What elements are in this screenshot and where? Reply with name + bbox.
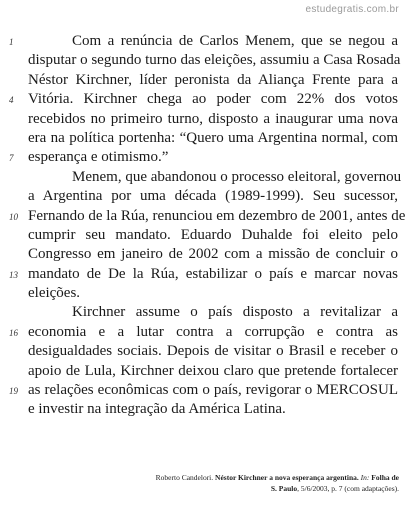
citation-title: Néstor Kirchner a nova esperança argentina. — [215, 473, 359, 482]
citation-author: Roberto Candelori. — [155, 473, 214, 482]
line-number: 1 — [9, 37, 14, 47]
line-text: mandato de De la Rúa, estabilizar o país e marcar novas — [28, 265, 398, 282]
text-line — [0, 381, 407, 400]
text-line — [0, 342, 407, 361]
text-line — [0, 32, 407, 51]
line-text: eleições. — [28, 285, 81, 302]
line-text: cumprir seu mandato. Eduardo Duhalde foi eleito pelo — [28, 226, 398, 243]
site-watermark: estudegratis.com.br — [305, 4, 399, 15]
passage-text — [0, 32, 407, 420]
line-text: apoio de Lula, Kirchner deixou claro que pretende fortalecer — [28, 362, 398, 379]
line-text: Néstor Kirchner, líder peronista da Aliança Frente para a — [28, 71, 398, 88]
text-line — [0, 168, 407, 187]
line-text: Vitória. Kirchner chega ao poder com 22% dos votos — [28, 91, 398, 108]
citation-in-label: In: — [360, 473, 370, 482]
line-text: Fernando de la Rúa, renunciou em dezembro de 2001, antes de — [28, 207, 406, 224]
line-text: as relações econômicas com o país, revigorar o MERCOSUL — [28, 382, 398, 399]
line-number: 10 — [9, 211, 18, 222]
text-line — [0, 265, 407, 284]
text-line — [0, 187, 407, 206]
line-text: Menem, que abandonou o processo eleitoral, governou — [72, 168, 402, 185]
line-text: era na política portenha: “Quero uma Argentina normal, com — [28, 129, 398, 146]
citation-details: , 5/6/2003, p. 7 (com adaptações). — [297, 484, 399, 493]
line-text: Kirchner assume o país disposto a revitalizar a — [72, 304, 398, 321]
line-text: a Argentina por uma década (1989-1999). Seu sucessor, — [28, 188, 398, 205]
line-text: e investir na integração da América Latina. — [28, 401, 286, 418]
text-line — [0, 51, 407, 70]
text-line — [0, 110, 407, 129]
text-line — [0, 90, 407, 109]
line-text: esperança e otimismo.” — [28, 149, 169, 166]
line-text: desigualdades sociais. Depois de visitar o Brasil e receber o — [28, 343, 398, 360]
text-line — [0, 148, 407, 167]
text-line — [0, 245, 407, 264]
text-line — [0, 207, 407, 226]
text-line — [0, 129, 407, 148]
line-number: 4 — [9, 95, 14, 106]
line-number: 19 — [9, 386, 18, 397]
line-text: disputar o segundo turno das eleições, assumiu a Casa Rosada — [28, 52, 401, 69]
line-text: economia e a lutar contra a corrupção e contra as — [28, 323, 398, 340]
citation-source: Folha de S. Paulo — [270, 473, 399, 493]
text-line — [0, 303, 407, 322]
text-line — [0, 226, 407, 245]
text-line — [0, 323, 407, 342]
line-text: recebidos no primeiro turno, disposto a inaugurar uma nova — [28, 110, 398, 127]
line-text: Com a renúncia de Carlos Menem, que se negou a — [72, 33, 398, 49]
text-line — [0, 71, 407, 90]
line-number: 13 — [9, 269, 18, 280]
line-text: Congresso em janeiro de 2002 com a missão de concluir o — [28, 246, 398, 263]
source-citation — [149, 472, 399, 494]
text-line — [0, 284, 407, 303]
text-line — [0, 362, 407, 381]
line-number: 7 — [9, 153, 14, 164]
line-number: 16 — [9, 327, 18, 338]
text-line — [0, 400, 407, 419]
